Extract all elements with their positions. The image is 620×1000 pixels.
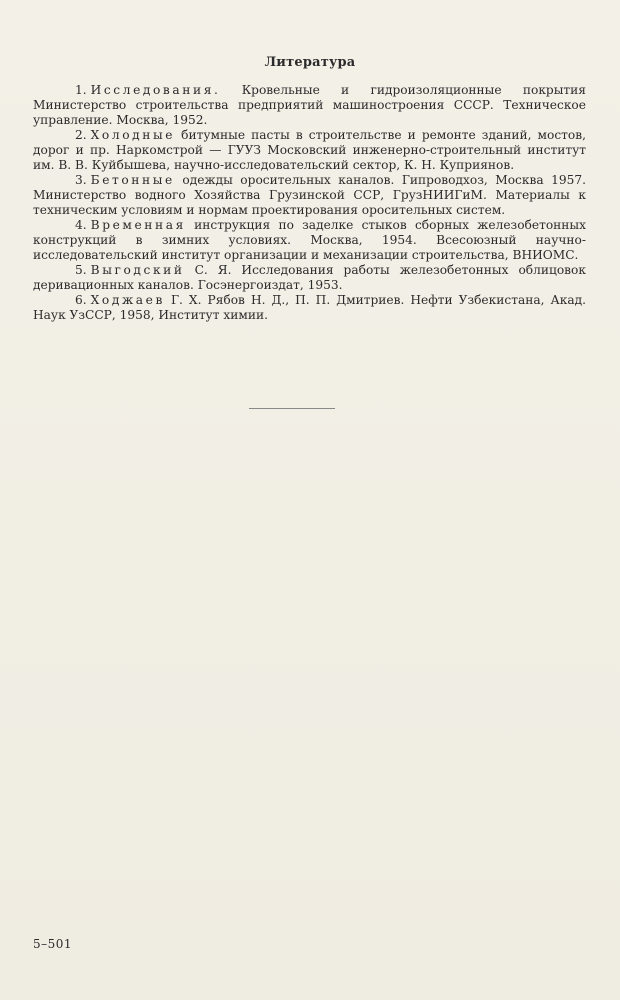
printer-signature-mark: 5–501 — [33, 937, 73, 951]
reference-number: 1. — [75, 83, 87, 97]
reference-number: 2. — [75, 128, 87, 142]
reference-lead-word: Выгодский — [90, 263, 185, 277]
reference-lead-word: Ходжаев — [90, 293, 165, 307]
reference-lead-word: Бетонные — [90, 173, 175, 187]
reference-item-6 — [33, 293, 586, 323]
reference-list — [33, 83, 586, 323]
reference-lead-word: Холодные — [90, 128, 176, 142]
reference-lead-word: Исследования. — [90, 83, 221, 97]
reference-item-2 — [33, 128, 586, 173]
reference-text: одежды оросительных каналов. Гипроводхоз, Москва 1957. Министерство водного Хозяйства Грузинской ССР, ГрузНИИГиМ. Материалы к техническим условиям и нормам проектирования оросительных систем. — [33, 173, 586, 217]
page-title: Литература — [264, 55, 356, 70]
reference-text: битумные пасты в строительстве и ремонте зданий, мостов, дорог и пр. Наркомстрой — ГУУЗ Московский инженерно-строительный институт им. В. В. Куйбышева, научно-исследовательский сектор, К. Н. Куприянов. — [33, 128, 586, 172]
reference-item-5 — [33, 263, 586, 293]
reference-text: С. Я. Исследования работы железобетонных облицовок деривационных каналов. Госэнергоиздат, 1953. — [33, 263, 586, 292]
reference-text: Г. Х. Рябов Н. Д., П. П. Дмитриев. Нефти Узбекистана, Акад. Наук УзССР, 1958, Институт химии. — [33, 293, 586, 322]
reference-number: 4. — [75, 218, 87, 232]
reference-item-3 — [33, 173, 586, 218]
reference-text: инструкция по заделке стыков сборных железобетонных конструкций в зимних условиях. Москва, 1954. Всесоюзный научно-исследовательский институт организации и механизации строительства, ВНИОМС. — [33, 218, 586, 262]
reference-number: 3. — [75, 173, 87, 187]
reference-number: 5. — [75, 263, 87, 277]
reference-number: 6. — [75, 293, 87, 307]
section-divider — [249, 408, 335, 409]
reference-item-4 — [33, 218, 586, 263]
reference-item-1 — [33, 83, 586, 128]
reference-text: Кровельные и гидроизоляционные покрытия Министерство строительства предприятий машиностроения СССР. Техническое управление. Москва, 1952. — [33, 83, 586, 127]
reference-lead-word: Временная — [90, 218, 186, 232]
